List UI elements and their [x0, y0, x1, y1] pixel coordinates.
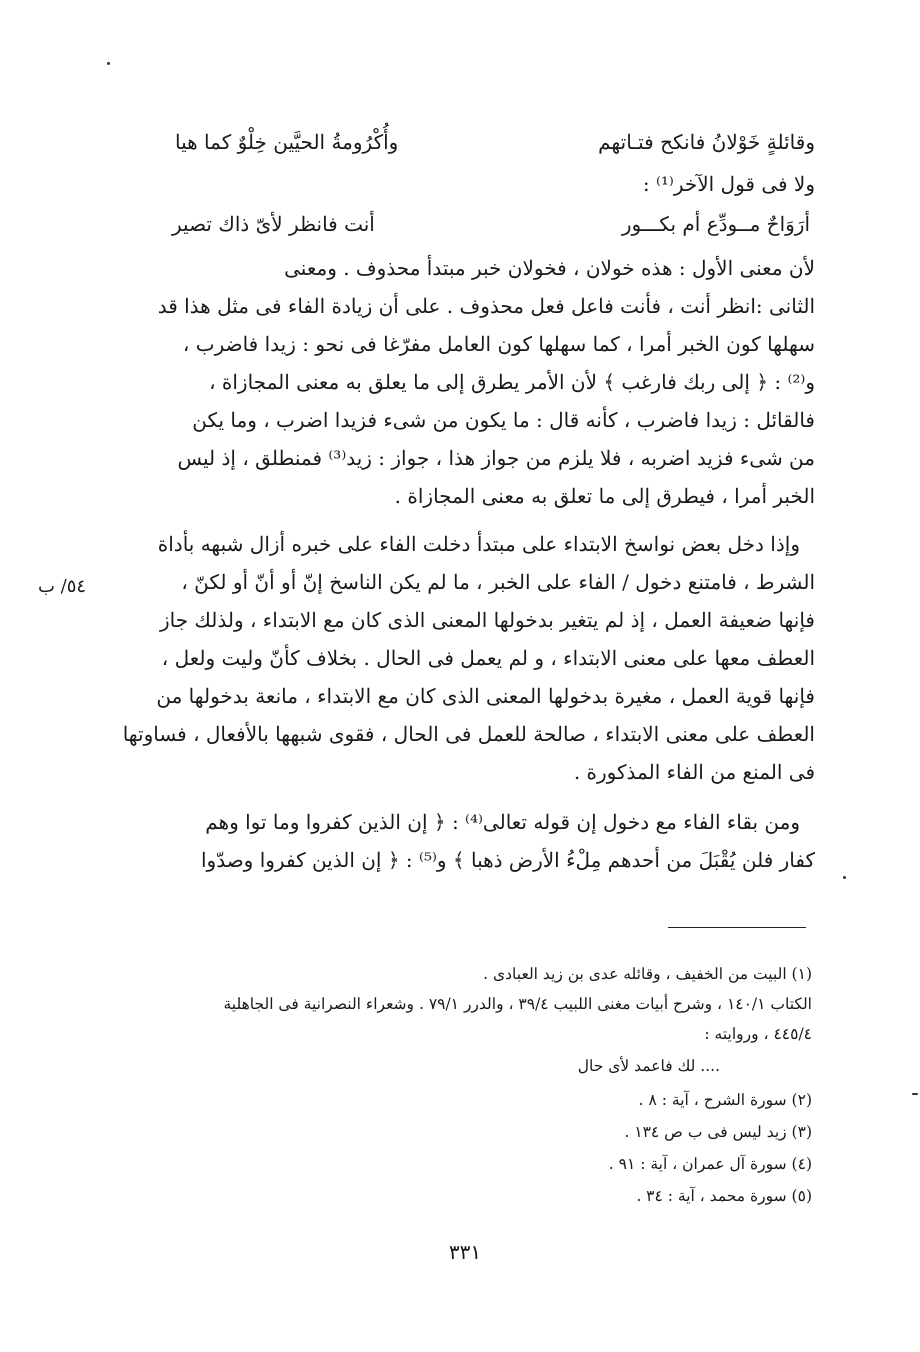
paragraph-2-line-1: وإذا دخل بعض نواسخ الابتداء على مبتدأ دخلت الفاء على خبره أزال شبهه بأداة	[157, 532, 800, 556]
paragraph-2-line-2: الشرط ، فامتنع دخول / الفاء على الخبر ، ما لم يكن الناسخ إنّ أو أنّ أو لكنّ ،	[181, 570, 815, 594]
paragraph-1-line-7: الخبر أمرا ، فيطرق إلى ما تعلق به معنى المجازاة .	[394, 484, 815, 508]
scan-speck	[843, 876, 846, 879]
footnote-2: (٢) سورة الشرح ، آية : ٨ .	[638, 1091, 812, 1109]
footnote-5: (٥) سورة محمد ، آية : ٣٤ .	[636, 1187, 812, 1205]
paragraph-1-line-1: لأن معنى الأول : هذه خولان ، فخولان خبر مبتدأ محذوف . ومعنى	[284, 256, 815, 280]
paragraph-2-line-3: فإنها ضعيفة العمل ، إذ لم يتغير بدخولها المعنى الذى كان مع الابتداء ، ولذلك جاز	[159, 608, 815, 632]
paragraph-1-line-2: الثانى :انظر أنت ، فأنت فاعل فعل محذوف . على أن زيادة الفاء فى مثل هذا قد	[157, 294, 815, 318]
paragraph-1-line-3: سهلها كون الخبر أمرا ، كما سهلها كون العامل مفرّغا فى نحو : زيدا فاضرب ،	[182, 332, 815, 356]
page-number: ٣٣١	[448, 1240, 482, 1264]
footnote-4: (٤) سورة آل عمران ، آية : ٩١ .	[608, 1155, 812, 1173]
paragraph-3-line-2: كفار فلن يُقْبَلَ من أحدهم مِلْءُ الأرض ذهبا ﴾ و⁽⁵⁾ : ﴿ إن الذين كفروا وصدّوا	[200, 848, 815, 872]
paragraph-1-line-6: من شىء فزيد اضربه ، فلا يلزم من جواز هذا ، جواز : زيد⁽³⁾ فمنطلق ، إذ ليس	[177, 446, 815, 470]
footnote-1-continued: الكتاب ١٤٠/١ ، وشرح أبيات مغنى اللبيب ٣٩/٤ ، والدرر ٧٩/١ . وشعراء النصرانية فى الجاهلية	[223, 995, 812, 1013]
verse-1-second-hemistich: وأُكْرُومةُ الحيَّين خِلْوٌ كما هيا	[175, 130, 399, 154]
paragraph-3-line-1: ومن بقاء الفاء مع دخول إن قوله تعالى⁽⁴⁾ : ﴿ إن الذين كفروا وما توا وهم	[205, 810, 800, 834]
footnote-3: (٣) زيد ليس فى ب ص ١٣٤ .	[624, 1123, 812, 1141]
footnote-1-continued-2: ٤٤٥/٤ ، وروايته :	[704, 1025, 812, 1043]
paragraph-1-line-5: فالقائل : زيدا فاضرب ، كأنه قال : ما يكون من شىء فزيدا اضرب ، وما يكن	[192, 408, 815, 432]
footnote-1-quoted-verse: .... لك فاعمد لأى حال	[577, 1057, 720, 1075]
intro-line: ولا فى قول الآخر⁽¹⁾ :	[642, 172, 815, 196]
verse-1-first-hemistich: وقائلةٍ خَوْلانُ فانكح فتـاتهم	[598, 130, 815, 154]
paragraph-2-line-6: العطف على معنى الابتداء ، صالحة للعمل فى الحال ، فقوى شبهها بالأفعال ، فساوتها	[122, 722, 815, 746]
verse-2-first-hemistich: أرَوَاحٌ مــودِّع أم بكـــور	[621, 212, 810, 236]
footnote-1: (١) البيت من الخفيف ، وقائله عدى بن زيد العبادى .	[483, 965, 812, 983]
scan-speck	[912, 1093, 918, 1095]
scan-speck	[107, 62, 110, 65]
verse-2-second-hemistich: أنت فانظر لأىّ ذاك تصير	[172, 212, 375, 236]
folio-margin-note: ٥٤/ ب	[38, 576, 87, 597]
paragraph-2-line-7: فى المنع من الفاء المذكورة .	[573, 760, 815, 784]
footnote-separator	[668, 927, 806, 928]
paragraph-1-line-4: و⁽²⁾ : ﴿ إلى ربك فارغب ﴾ لأن الأمر يطرق إلى ما يعلق به معنى المجازاة ،	[209, 370, 815, 394]
paragraph-2-line-4: العطف معها على معنى الابتداء ، و لم يعمل فى الحال . بخلاف كأنّ وليت ولعل ،	[161, 646, 815, 670]
paragraph-2-line-5: فإنها قوية العمل ، مغيرة بدخولها المعنى الذى كان مع الابتداء ، مانعة بدخولها من	[156, 684, 815, 708]
